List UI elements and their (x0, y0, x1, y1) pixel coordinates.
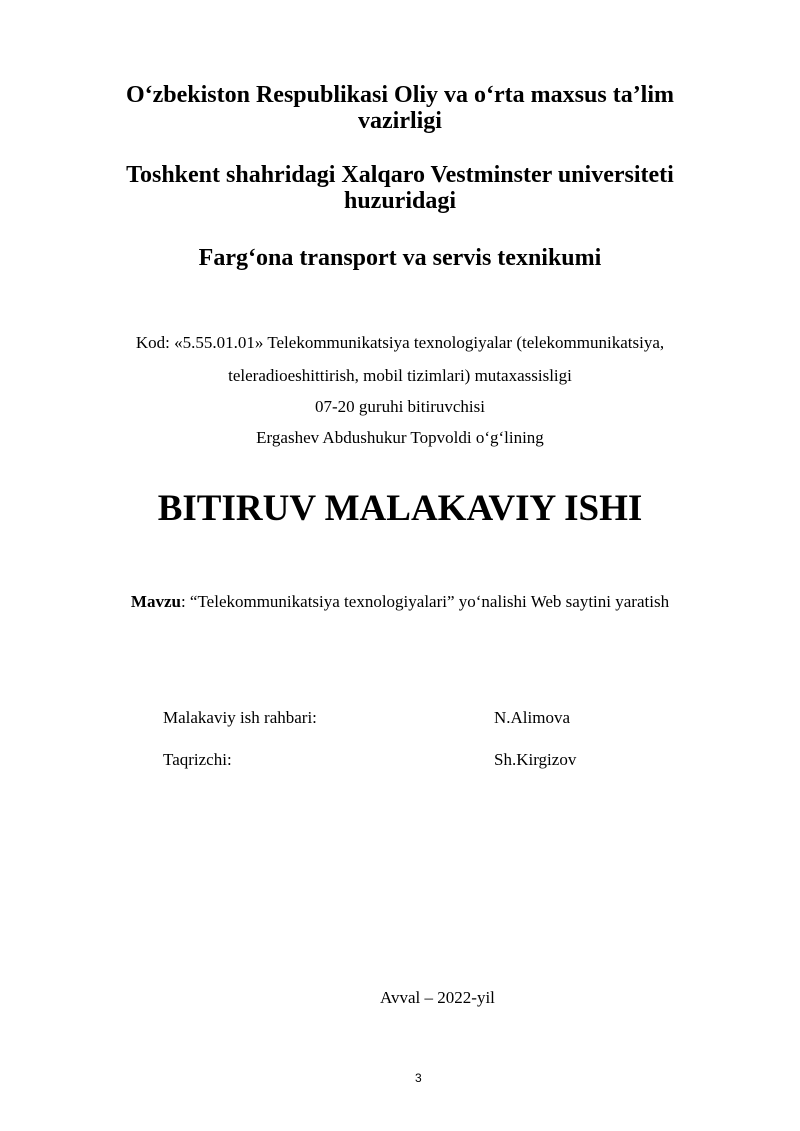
topic-text: : “Telekommunikatsiya texnologiyalari” yo‘nalishi Web saytini yaratish (180, 592, 670, 611)
code-line-1: Kod: «5.55.01.01» Telekommunikatsiya texnologiyalar (telekommunikatsiya, (135, 333, 665, 352)
university-line-1: Toshkent shahridagi Xalqaro Vestminster universiteti (126, 162, 674, 188)
ministry-line-2: vazirligi (358, 108, 442, 134)
code-line-2: teleradioeshittirish, mobil tizimlari) mutaxassisligi (228, 366, 572, 385)
student-name: Ergashev Abdushukur Topvoldi o‘g‘lining (256, 428, 544, 447)
university-line-2: huzuridagi (343, 188, 457, 214)
supervisor-label: Malakaviy ish rahbari: (163, 708, 317, 727)
college-name: Farg‘ona transport va servis texnikumi (198, 245, 602, 271)
ministry-line-1: O‘zbekiston Respublikasi Oliy va o‘rta maxsus ta’lim (125, 82, 675, 108)
group-line: 07-20 guruhi bitiruvchisi (315, 397, 485, 416)
document-title: BITIRUV MALAKAVIY ISHI (157, 488, 643, 529)
page-number: 3 (415, 1071, 422, 1085)
topic-line (0, 592, 800, 612)
reviewer-label: Taqrizchi: (163, 750, 232, 769)
supervisor-name: N.Alimova (494, 708, 571, 727)
reviewer-name: Sh.Kirgizov (494, 750, 577, 769)
date-line: Avval – 2022-yil (380, 988, 495, 1007)
topic-label: Mavzu (130, 592, 181, 611)
